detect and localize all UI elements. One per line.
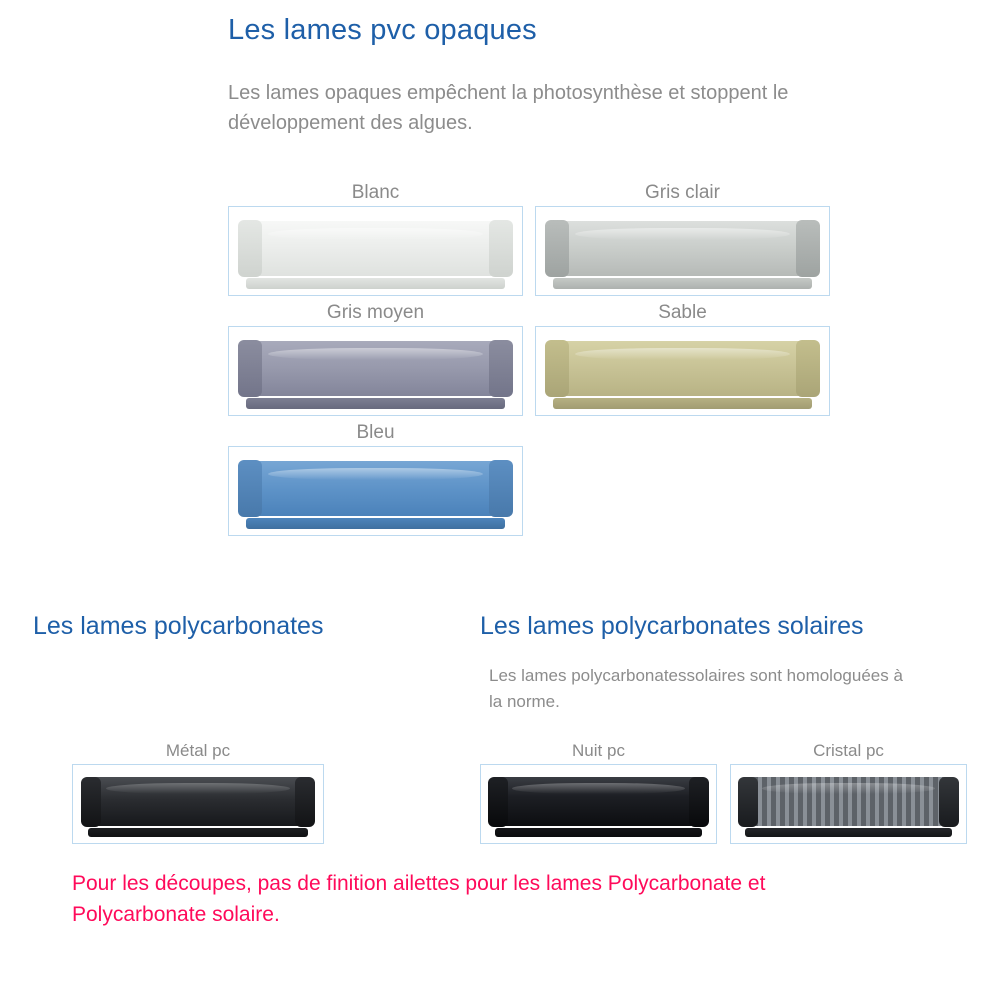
section-title-polycarbonate-solaire: Les lames polycarbonates solaires [480,612,864,640]
slat-graphic-blanc [241,221,511,276]
slat-graphic-gris-moyen [241,341,511,396]
sample-frame-blanc [228,206,523,296]
sample-label-gris-clair: Gris clair [645,182,720,203]
sample-label-sable: Sable [658,302,707,323]
section-description-opaque: Les lames opaques empêchent la photosynthèse et stoppent le développement des algues. [228,82,789,134]
sample-frame-cristal-pc [730,764,967,844]
sample-frame-gris-moyen [228,326,523,416]
sample-frame-sable [535,326,830,416]
section-title-opaque: Les lames pvc opaques [228,14,537,46]
sample-gris-clair [535,180,830,296]
slat-graphic-sable [548,341,818,396]
slat-graphic-gris-clair [548,221,818,276]
sample-bleu [228,420,523,536]
sample-label-bleu: Bleu [356,422,395,443]
sample-label-metal-pc: Métal pc [165,741,231,760]
slat-graphic-nuit-pc [490,777,706,825]
sample-blanc [228,180,523,296]
sample-gris-moyen [228,300,523,416]
sample-label-cristal-pc: Cristal pc [813,741,884,760]
sample-label-nuit-pc: Nuit pc [572,741,625,760]
sample-sable [535,300,830,416]
section-description-polycarbonate-solaire: Les lames polycarbonatessolaires sont homologuées à la norme. [489,666,903,711]
slat-graphic-cristal-pc [740,777,956,825]
footnote-text: Pour les découpes, pas de finition ailettes pour les lames Polycarbonate et Polycarbonate solaire. [72,872,766,926]
sample-frame-nuit-pc [480,764,717,844]
slat-graphic-bleu [241,461,511,516]
sample-frame-metal-pc [72,764,324,844]
sample-frame-gris-clair [535,206,830,296]
section-title-polycarbonate: Les lames polycarbonates [33,612,324,640]
sample-label-blanc: Blanc [351,182,400,203]
sample-cristal-pc [730,738,967,844]
sample-nuit-pc [480,738,717,844]
slat-graphic-metal-pc [83,777,313,825]
sample-label-gris-moyen: Gris moyen [326,302,425,323]
sample-frame-bleu [228,446,523,536]
sample-metal-pc [72,738,324,844]
